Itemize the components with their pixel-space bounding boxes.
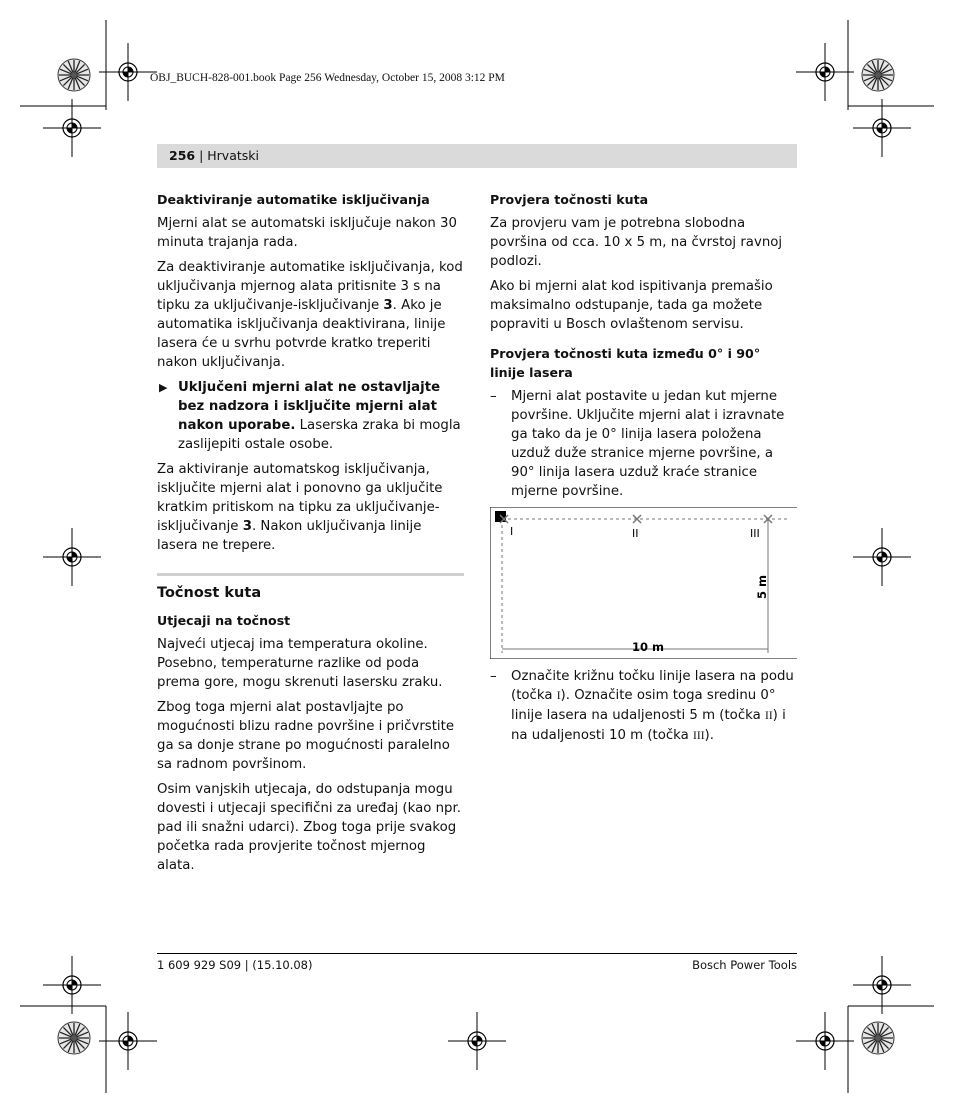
paragraph: Zbog toga mjerni alat postavljajte po mogućnosti blizu radne površine i pričvrstite ga sa donje strane po mogućnosti paralelno sa radnom površinom. (157, 700, 455, 772)
section-divider (157, 573, 464, 576)
dash-marker: – (490, 389, 497, 404)
color-target-icon (862, 1022, 894, 1054)
color-target-icon (58, 1022, 90, 1054)
header-language: Hrvatski (207, 148, 259, 163)
text-run-bold: 3 (383, 298, 393, 313)
heading-angle-check: Provjera točnosti kuta (490, 192, 649, 207)
registration-mark-icon (796, 43, 854, 101)
page-number: 256 (169, 148, 196, 163)
registration-mark-icon (853, 528, 911, 586)
text-run: Za aktiviranje automatskog isključivanja, isključite mjerni alat i ponovno ga uključite kratkim pritiskom na tipku za uključivanje-isključivanje (157, 462, 443, 534)
registration-mark-icon (99, 1012, 157, 1070)
paragraph: Mjerni alat se automatski isključuje nakon 30 minuta trajanja rada. (157, 216, 457, 250)
text-run: . Ako je automatika isključivanja deaktivirana, linije lasera će u svrhu potvrde kratko treperiti nakon uključivanja. (157, 298, 446, 370)
registration-mark-icon (853, 956, 911, 1014)
footer-divider (157, 953, 797, 954)
heading-influences: Utjecaji na točnost (157, 613, 291, 628)
registration-mark-icon (43, 99, 101, 157)
paragraph: Za provjeru vam je potrebna slobodna površina od cca. 10 x 5 m, na čvrstoj ravnoj podlozi. (490, 216, 783, 269)
point-ref-III: III (693, 730, 705, 742)
arrow-right-icon: ▶ (159, 381, 168, 394)
heading-deactivate-auto-off: Deaktiviranje automatike isključivanja (157, 192, 430, 207)
diagram-svg (490, 507, 797, 659)
paragraph: Najveći utjecaj ima temperatura okoline. Posebno, temperaturne razlike od poda prema gore, mogu skrenuti lasersku zraku. (157, 637, 443, 690)
page-header-text (169, 148, 259, 163)
text-run: Označite križnu točku linije lasera na podu (točka (511, 669, 794, 703)
heading-0-90-check: Provjera točnosti kuta između 0° i 90° linije lasera (490, 346, 761, 380)
color-target-icon (58, 59, 90, 91)
measurement-diagram (490, 507, 797, 659)
warning-item (157, 378, 464, 454)
point-ref-II: II (764, 710, 773, 722)
section-title: Točnost kuta (157, 585, 262, 601)
registration-mark-icon (43, 956, 101, 1014)
list-item-text (511, 669, 794, 743)
print-slug: OBJ_BUCH-828-001.book Page 256 Wednesday, October 15, 2008 3:12 PM (150, 72, 505, 84)
registration-mark-icon (99, 43, 157, 101)
point-label-I: I (510, 525, 514, 538)
header-separator: | (195, 148, 208, 163)
list-item (490, 667, 797, 746)
paragraph (157, 258, 464, 372)
text-run-bold: 3 (242, 519, 252, 534)
footer-brand: Bosch Power Tools (692, 958, 797, 972)
text-run: . Nakon uključivanja linije lasera ne trepere. (157, 519, 422, 553)
dash-marker: – (490, 669, 497, 684)
dimension-label-10m: 10 m (632, 640, 664, 654)
warning-bold-text: Uključeni mjerni alat ne ostavljajte bez nadzora i isključite mjerni alat nakon uporabe. (178, 380, 441, 433)
paragraph: Ako bi mjerni alat kod ispitivanja premašio maksimalno odstupanje, tada ga možete popraviti u Bosch ovlaštenom servisu. (490, 279, 773, 332)
point-ref-I: I (556, 690, 561, 702)
list-item-text: Mjerni alat postavite u jedan kut mjerne površine. Uključite mjerni alat i izravnate ga tako da je 0° linija lasera položena uzduž duže stranice mjerne površine, a 90° linija lasera uzduž kraće stranice mjerne površine. (511, 389, 785, 499)
text-run: ). Označite osim toga sredinu 0° linije lasera na udaljenosti 5 m (točka (511, 688, 776, 723)
registration-mark-icon (448, 1012, 506, 1070)
color-target-icon (862, 59, 894, 91)
registration-mark-icon (796, 1012, 854, 1070)
paragraph: Osim vanjskih utjecaja, do odstupanja mogu dovesti i utjecaji specifični za uređaj (kao npr. pad ili snažni udarci). Zbog toga prije svakog početka rada provjerite točnost mjernog alata. (157, 782, 461, 873)
footer-doc-number: 1 609 929 S09 | (15.10.08) (157, 958, 313, 972)
text-run: ). (704, 728, 714, 743)
page-header (157, 144, 797, 168)
registration-mark-icon (853, 99, 911, 157)
right-column (490, 190, 797, 752)
dimension-label-5m: 5 m (755, 575, 769, 599)
point-label-II: II (632, 527, 639, 540)
point-label-III: III (750, 527, 760, 540)
paragraph (157, 460, 464, 555)
left-column (157, 190, 464, 881)
text-run: Za deaktiviranje automatike isključivanja, kod uključivanja mjernog alata pritisnite 3 s na tipku za uključivanje-isključivanje (157, 260, 463, 313)
registration-mark-icon (43, 528, 101, 586)
text-run: ) i na udaljenosti 10 m (točka (511, 708, 786, 743)
warning-text: Laserska zraka bi mogla zaslijepiti ostale osobe. (178, 418, 461, 452)
list-item (490, 387, 797, 501)
